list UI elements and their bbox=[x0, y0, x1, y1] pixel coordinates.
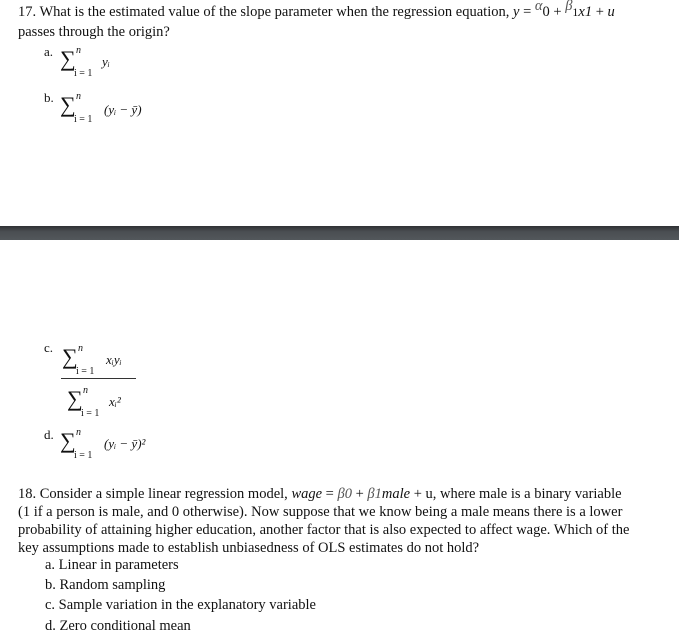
q18-option-d[interactable]: d. Zero conditional mean bbox=[45, 618, 191, 634]
beta: β bbox=[565, 0, 573, 14]
beta0: β0 bbox=[337, 486, 352, 502]
eq-y: y bbox=[513, 4, 520, 20]
q18-option-b[interactable]: b. Random sampling bbox=[45, 577, 166, 593]
fraction-line bbox=[61, 378, 136, 379]
eq-sign: = bbox=[519, 4, 535, 20]
option-d-label: d. bbox=[44, 427, 54, 442]
q18-line2: (1 if a person is male, and 0 otherwise). Now suppose that we know being a male means there is a lower bbox=[18, 504, 623, 520]
q18-option-a[interactable]: a. Linear in parameters bbox=[45, 557, 179, 573]
alpha-sub: 0 bbox=[542, 4, 550, 20]
page-divider-bar bbox=[0, 226, 679, 240]
plus: + bbox=[351, 486, 368, 502]
sum-upper: n bbox=[76, 45, 81, 56]
plus: + bbox=[549, 4, 566, 20]
sigma-icon: ∑ bbox=[62, 344, 78, 369]
q18-line1 bbox=[18, 486, 622, 503]
sum-upper: n bbox=[83, 385, 88, 396]
beta1: β1 bbox=[367, 486, 382, 502]
sum-upper: n bbox=[76, 91, 81, 102]
plus-u: + bbox=[592, 4, 608, 20]
q18-option-c[interactable]: c. Sample variation in the explanatory variable bbox=[45, 597, 316, 613]
eq-sign: = bbox=[322, 486, 338, 502]
q18-text: 18. Consider a simple linear regression model, bbox=[18, 486, 292, 502]
x1: x1 bbox=[578, 4, 593, 20]
sum-term: xᵢ² bbox=[109, 394, 121, 409]
option-c-label: c. bbox=[44, 340, 54, 355]
sigma-icon: ∑ bbox=[67, 386, 83, 411]
sum-lower: i = 1 bbox=[81, 408, 100, 419]
beta-sub: 1 bbox=[572, 5, 579, 19]
option-b-label: b. bbox=[44, 90, 54, 105]
sum-term: (yᵢ − ȳ)² bbox=[104, 436, 146, 451]
u: u bbox=[607, 4, 615, 20]
sum-lower: i = 1 bbox=[74, 114, 93, 125]
sum-lower: i = 1 bbox=[74, 68, 93, 79]
sum-term: (yᵢ − ȳ) bbox=[104, 102, 142, 117]
wage: wage bbox=[291, 486, 323, 502]
sum-lower: i = 1 bbox=[76, 366, 95, 377]
sigma-icon: ∑ bbox=[60, 428, 76, 453]
sum-upper: n bbox=[76, 427, 81, 438]
male: male bbox=[381, 486, 411, 502]
sum-term: yᵢ bbox=[102, 54, 110, 69]
sum-upper: n bbox=[78, 343, 83, 354]
sigma-icon: ∑ bbox=[60, 46, 76, 71]
q17-line2: passes through the origin? bbox=[18, 24, 170, 40]
q17-text: 17. What is the estimated value of the slope parameter when the regression equation, bbox=[18, 4, 513, 20]
option-a-label: a. bbox=[44, 44, 54, 59]
q18-text-rest: + u, where male is a binary variable bbox=[410, 486, 622, 502]
sigma-icon: ∑ bbox=[60, 92, 76, 117]
alpha: α bbox=[534, 0, 543, 14]
q17-line1 bbox=[18, 0, 615, 21]
sum-lower: i = 1 bbox=[74, 450, 93, 461]
sum-term: xᵢyᵢ bbox=[106, 352, 122, 367]
q18-line4: key assumptions made to establish unbiasedness of OLS estimates do not hold? bbox=[18, 540, 480, 556]
q18-line3: probability of attaining higher education, another factor that is also expected to affect wage. Which of the bbox=[18, 522, 630, 538]
